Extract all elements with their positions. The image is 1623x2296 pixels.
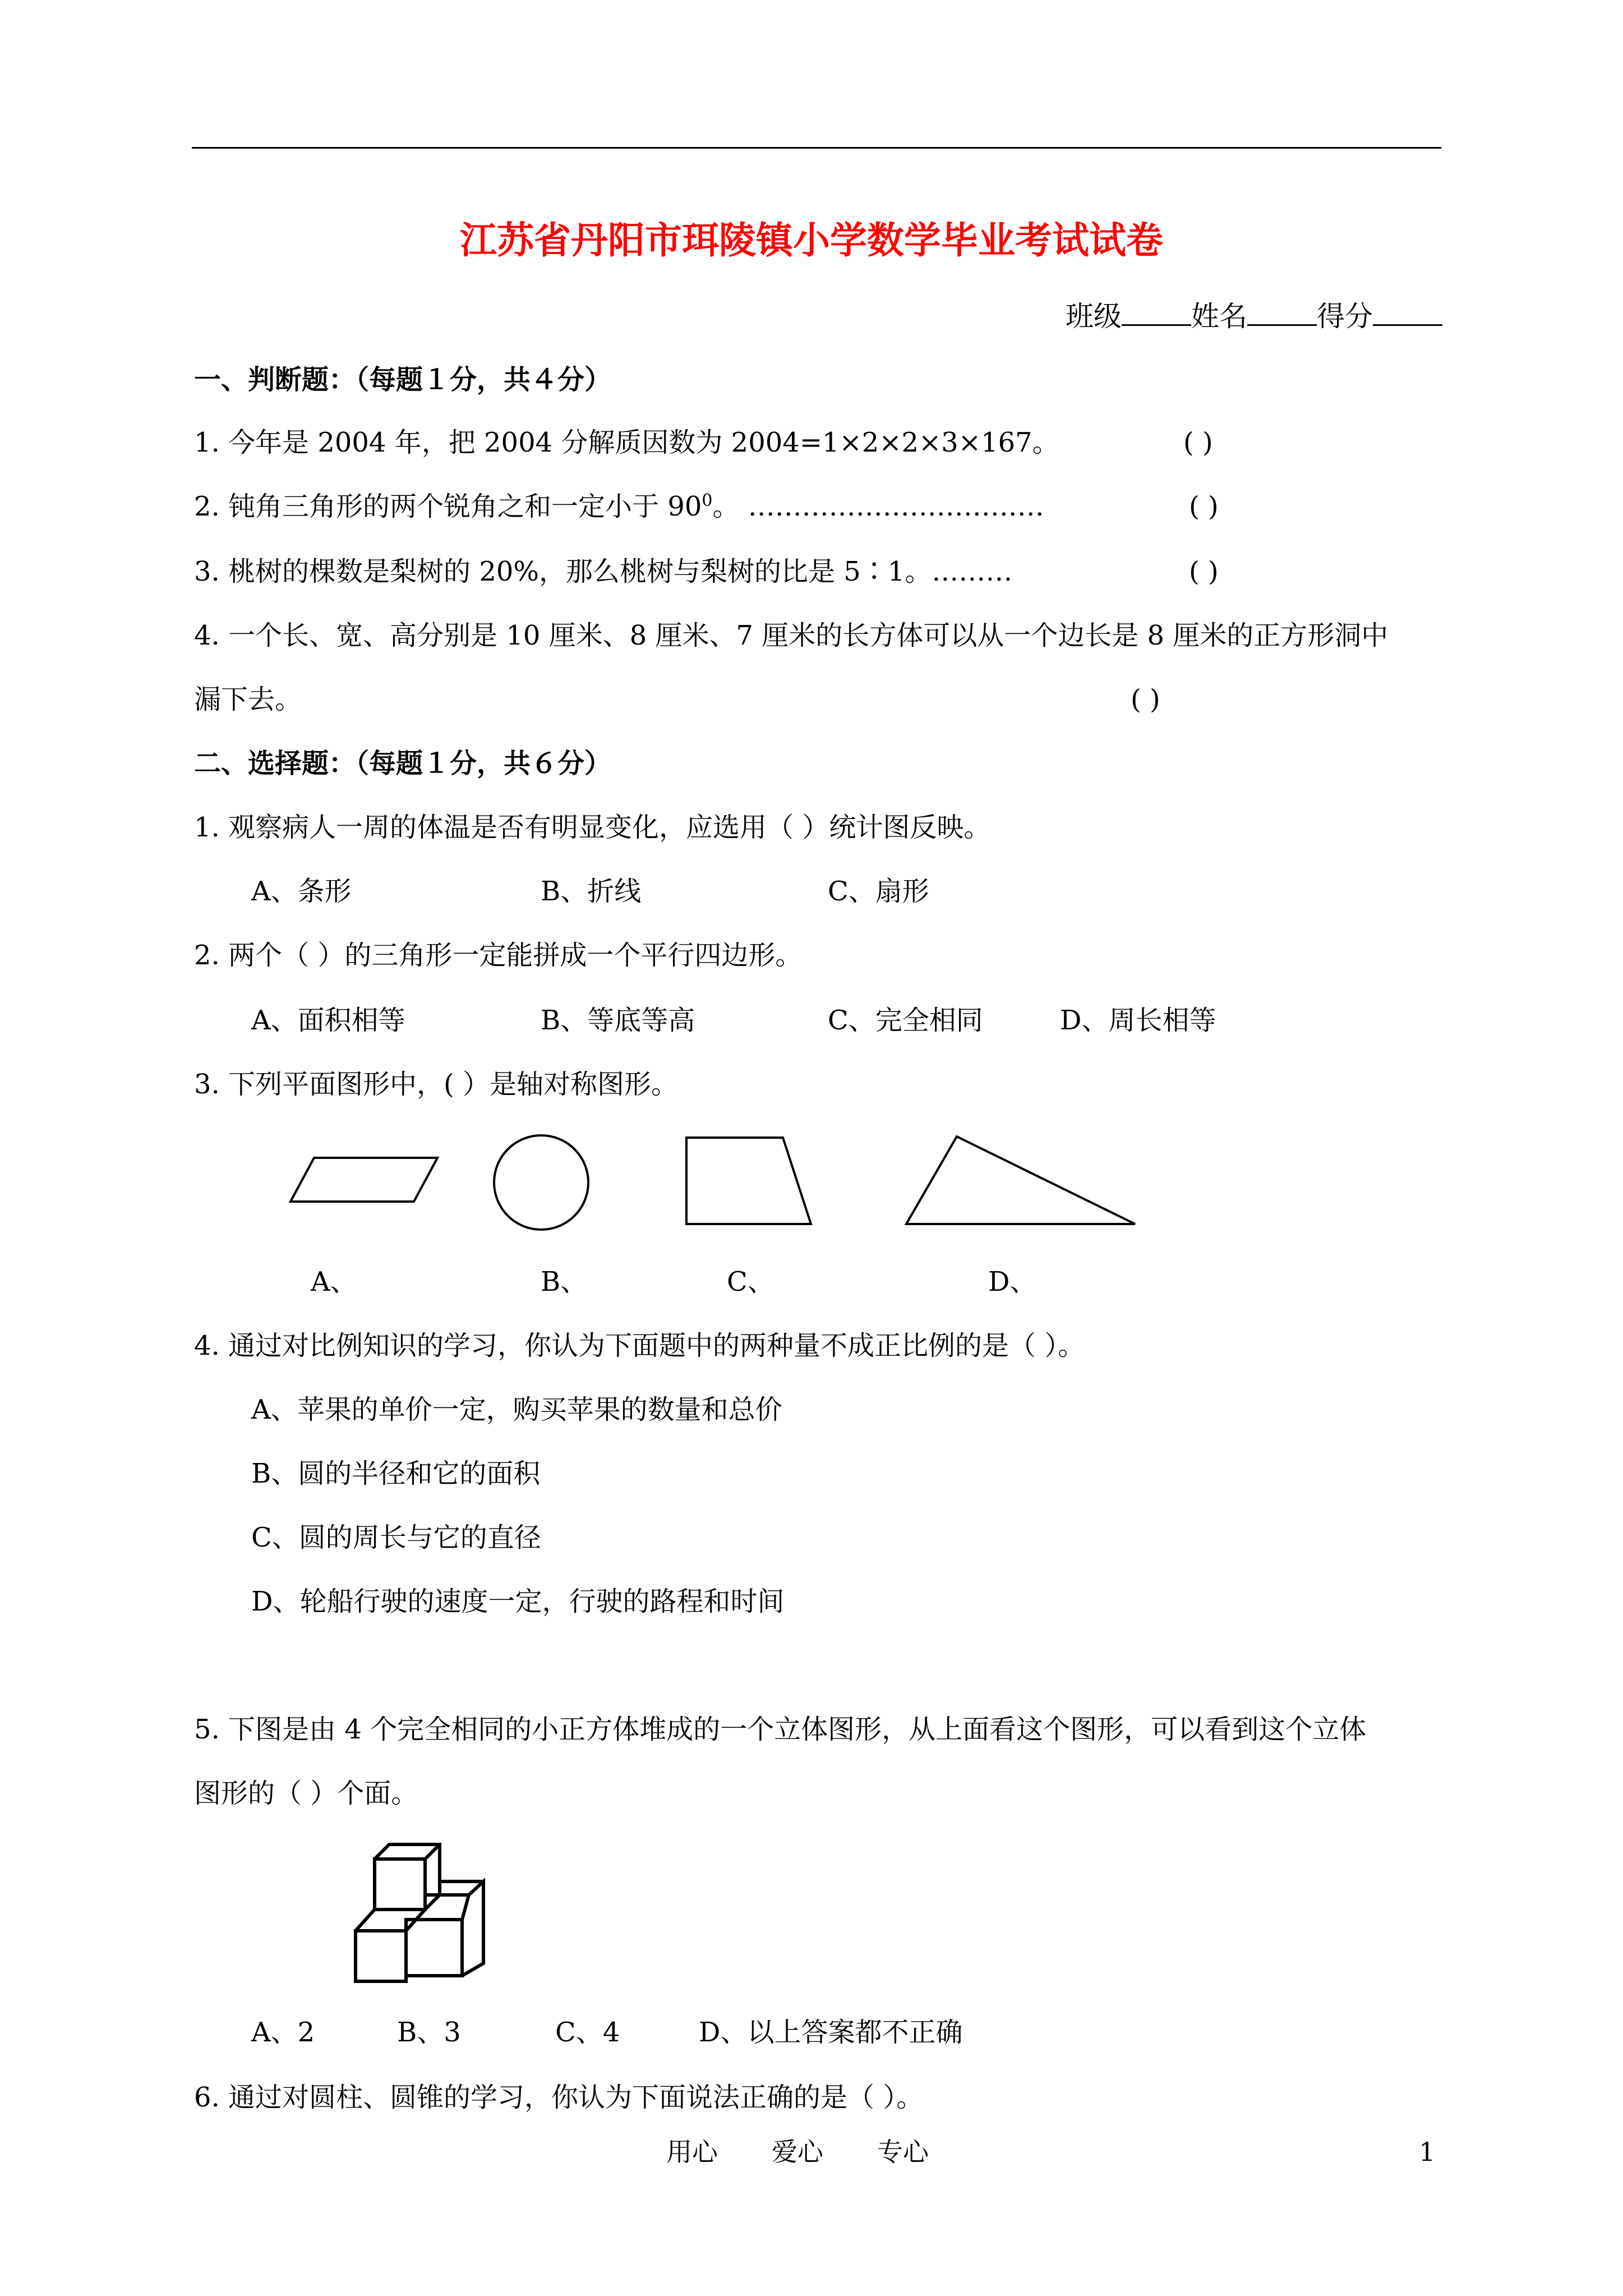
motto-1: 用心 <box>666 2137 718 2167</box>
s2-q3-option-b[interactable]: B、 <box>541 1266 588 1297</box>
s2-q1: 1. 观察病人一周的体温是否有明显变化，应选用（ ）统计图反映。 <box>194 812 991 843</box>
s2-q4: 4. 通过对比例知识的学习，你认为下面题中的两种量不成正比例的是（ ）。 <box>194 1330 1085 1361</box>
s2-q2-option-b[interactable]: B、等底等高 <box>541 1005 695 1036</box>
s2-q3-option-a[interactable]: A、 <box>311 1266 357 1297</box>
s2-q5-option-d[interactable]: D、以上答案都不正确 <box>699 2017 963 2048</box>
s2-q3: 3. 下列平面图形中，( ）是轴对称图形。 <box>194 1069 679 1100</box>
circle-shape <box>494 1135 588 1230</box>
s2-q3-option-c[interactable]: C、 <box>727 1266 774 1297</box>
s2-q5-option-b[interactable]: B、3 <box>397 2017 461 2048</box>
trapezoid-shape <box>686 1138 811 1224</box>
s2-q5-line1: 5. 下图是由 4 个完全相同的小正方体堆成的一个立体图形，从上面看这个图形，可以看到这个立体 <box>194 1714 1367 1745</box>
s2-q5-line2: 图形的（ ）个面。 <box>194 1778 418 1809</box>
class-label: 班级 <box>1066 300 1122 333</box>
name-label: 姓名 <box>1191 300 1247 333</box>
s1-q3: 3. 桃树的棵数是梨树的 20%，那么桃树与梨树的比是 5∶1。……… <box>194 556 1013 587</box>
exam-title: 江苏省丹阳市珥陵镇小学数学毕业考试试卷 <box>460 218 1163 262</box>
page-number: 1 <box>1419 2137 1436 2167</box>
s1-q1: 1. 今年是 2004 年，把 2004 分解质因数为 2004=1×2×2×3×167。 <box>194 427 1059 458</box>
s1-q3-answer[interactable]: ( ) <box>1189 556 1219 587</box>
s2-q2-option-d[interactable]: D、周长相等 <box>1060 1005 1216 1036</box>
section2-heading: 二、选择题：（每题１分，共６分） <box>194 748 612 779</box>
motto-3: 专心 <box>877 2137 929 2167</box>
parallelogram-shape <box>291 1158 437 1202</box>
s2-q2: 2. 两个（ ）的三角形一定能拼成一个平行四边形。 <box>194 940 803 971</box>
s2-q1-option-b[interactable]: B、折线 <box>541 876 642 907</box>
s1-q1-answer[interactable]: ( ) <box>1183 427 1213 458</box>
s2-q1-option-c[interactable]: C、扇形 <box>828 876 929 907</box>
s2-q5-option-c[interactable]: C、4 <box>555 2017 620 2048</box>
footer-motto <box>666 2135 929 2169</box>
q5-cube-figure <box>336 1834 505 1997</box>
s1-q2-answer[interactable]: ( ) <box>1189 491 1219 522</box>
score-label: 得分 <box>1317 300 1373 333</box>
s2-q3-option-d[interactable]: D、 <box>988 1266 1037 1297</box>
s2-q4-option-b[interactable]: B、圆的半径和它的面积 <box>251 1458 541 1489</box>
s1-q4-answer[interactable]: ( ) <box>1131 684 1160 715</box>
s2-q4-option-c[interactable]: C、圆的周长与它的直径 <box>251 1522 541 1553</box>
s1-q4-line1: 4. 一个长、宽、高分别是 10 厘米、8 厘米、7 厘米的长方体可以从一个边长是 8 厘米的正方形洞中 <box>194 620 1389 651</box>
s1-q4-line2: 漏下去。 <box>194 684 302 715</box>
s2-q6: 6. 通过对圆柱、圆锥的学习，你认为下面说法正确的是（ ）。 <box>194 2082 924 2113</box>
s2-q4-option-d[interactable]: D、轮船行驶的速度一定，行驶的路程和时间 <box>251 1586 785 1617</box>
s2-q1-option-a[interactable]: A、条形 <box>251 876 352 907</box>
triangle-shape <box>906 1137 1135 1224</box>
motto-2: 爱心 <box>772 2137 823 2167</box>
s2-q5-option-a[interactable]: A、2 <box>251 2017 315 2048</box>
s1-q2: 2. 钝角三角形的两个锐角之和一定小于 $90^0$。 …………………………… <box>194 491 1044 522</box>
s2-q4-option-a[interactable]: A、苹果的单价一定，购买苹果的数量和总价 <box>251 1394 782 1425</box>
s2-q2-option-a[interactable]: A、面积相等 <box>251 1005 405 1036</box>
s2-q2-option-c[interactable]: C、完全相同 <box>828 1005 983 1036</box>
section1-heading: 一、判断题：（每题１分，共４分） <box>194 364 612 395</box>
